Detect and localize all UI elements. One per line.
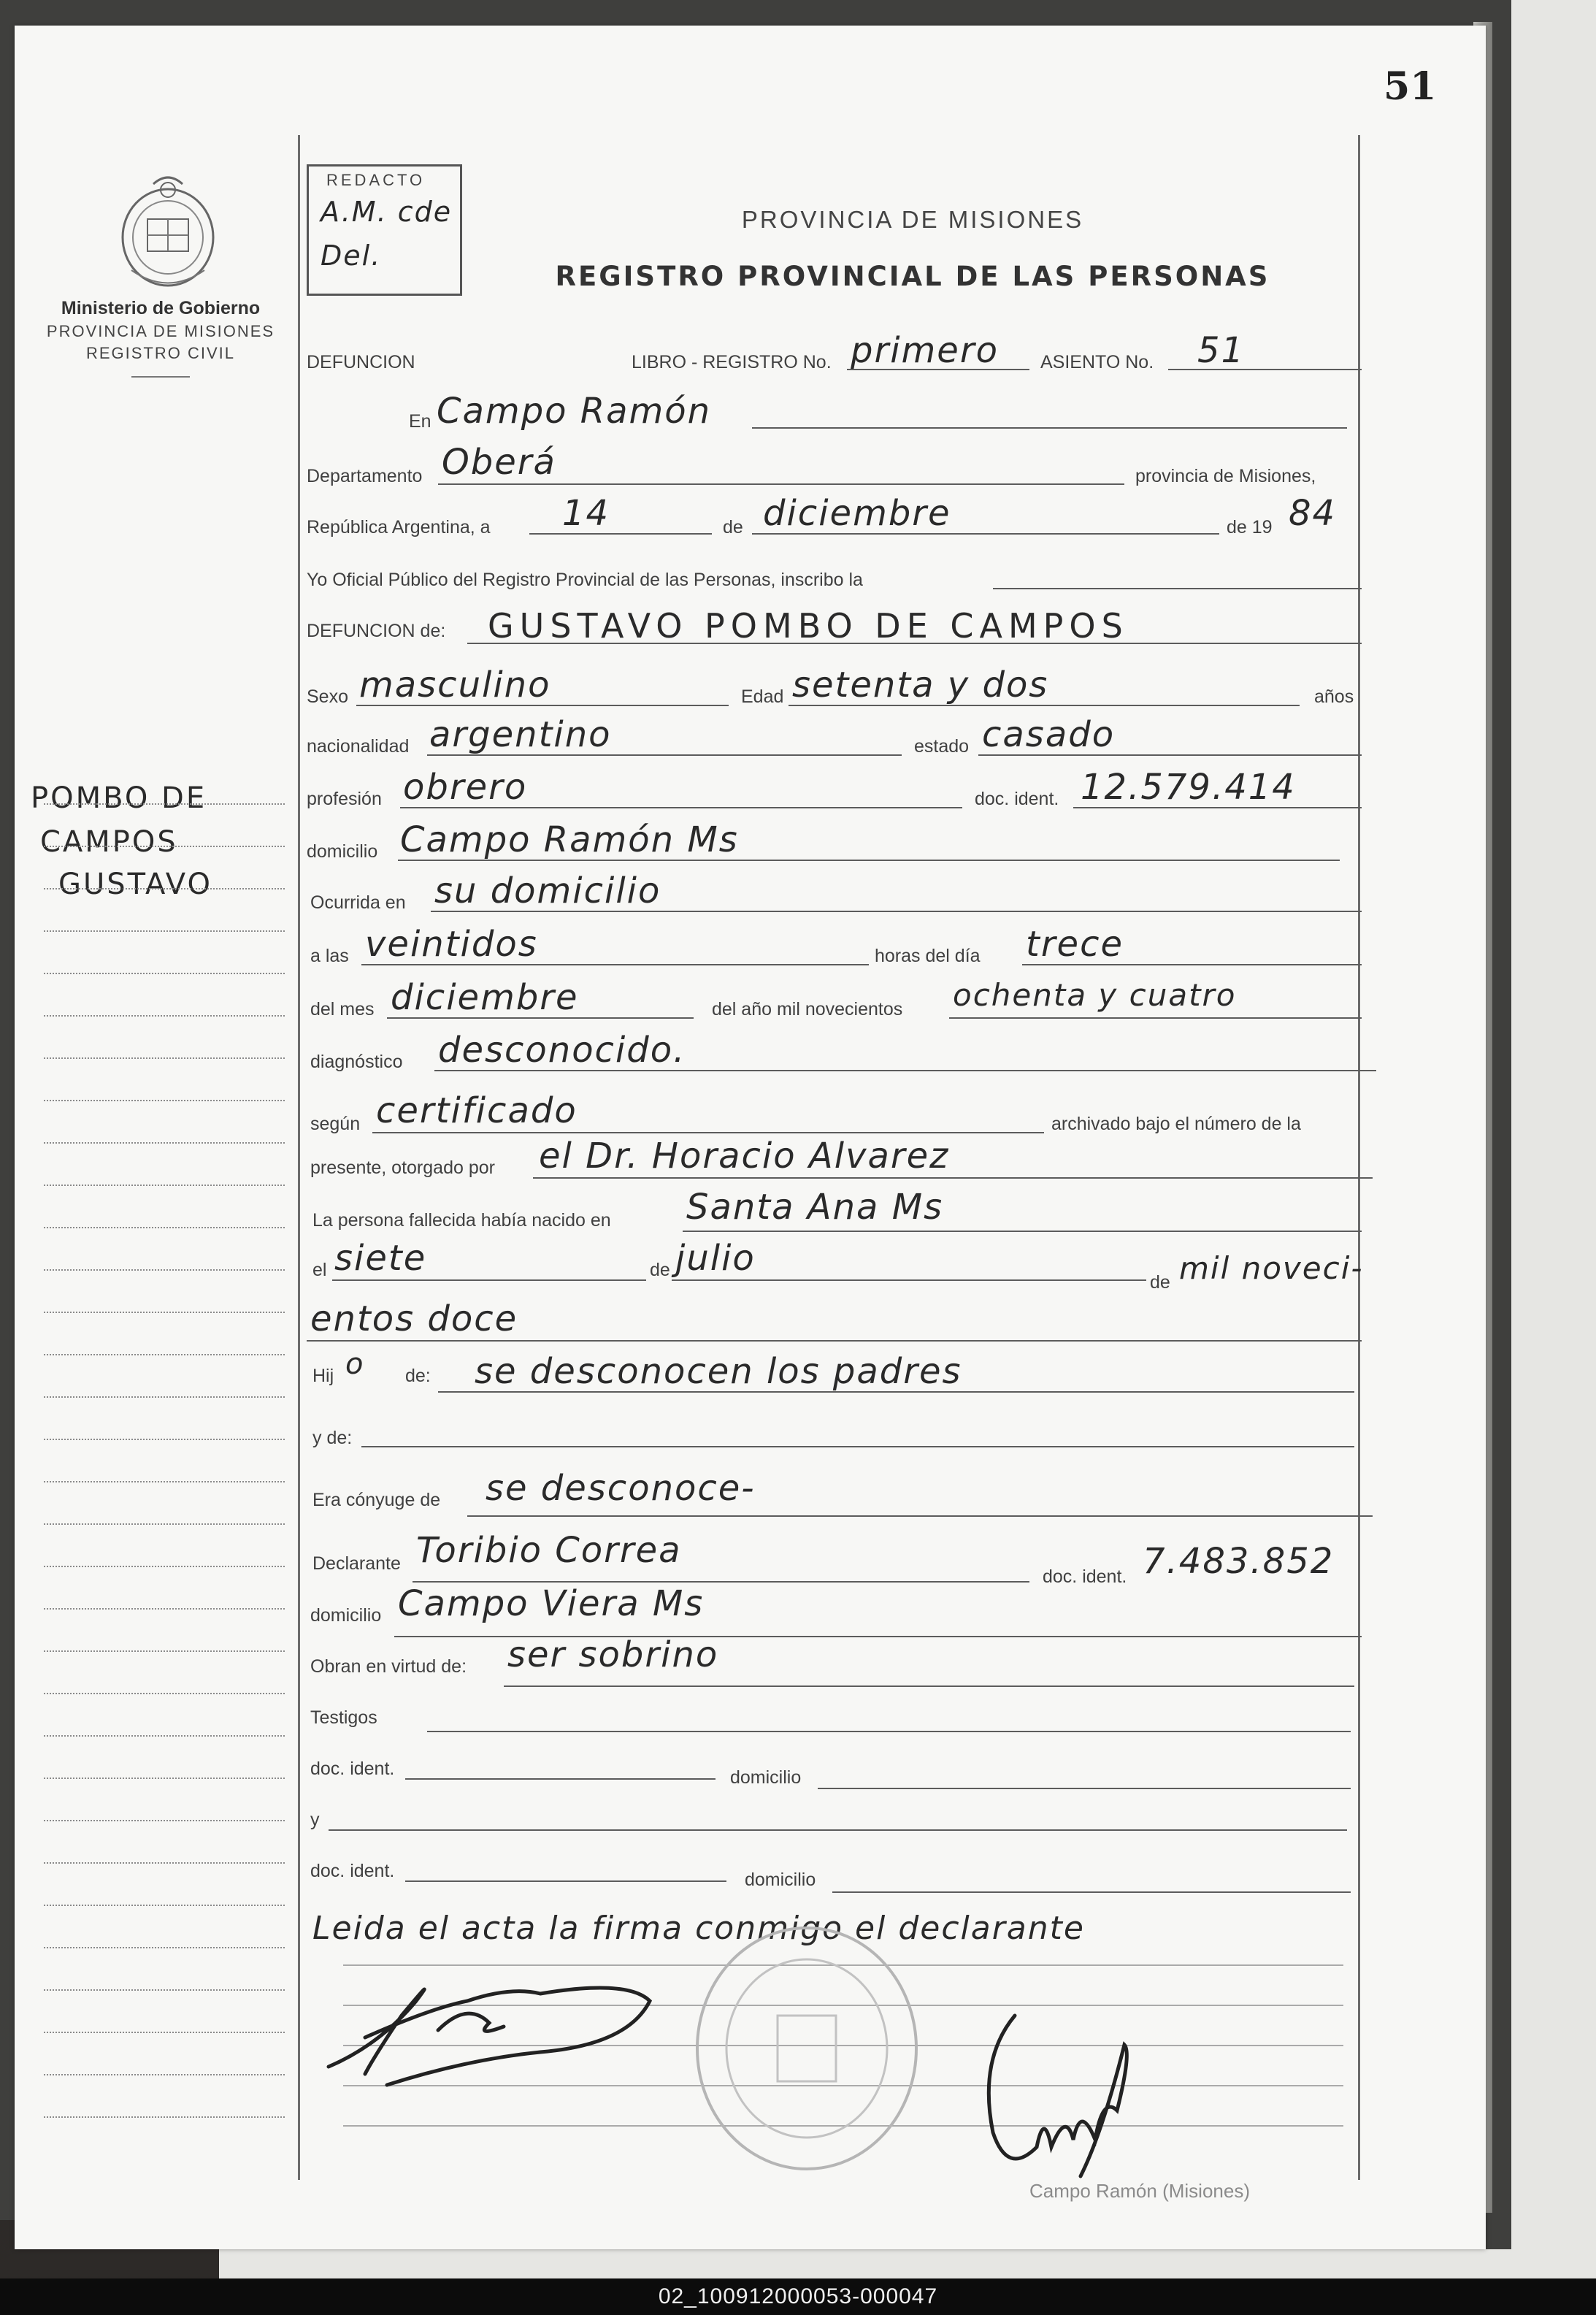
- ministry-header: [29, 298, 292, 378]
- decl-domicilio-value: Campo Viera Ms: [398, 1583, 705, 1624]
- testigo2-domicilio-label: domicilio: [745, 1870, 816, 1890]
- decl-doc-value: 7.483.852: [1143, 1541, 1335, 1582]
- dia-line: [529, 533, 712, 535]
- entos-value: entos doce: [310, 1298, 518, 1339]
- leida-statement: Leida el acta la firma conmigo el declarante: [312, 1910, 1085, 1947]
- profesion-value: obrero: [403, 767, 528, 808]
- del-ano-label: del año mil novecientos: [712, 999, 903, 1019]
- dia-value: 14: [562, 493, 610, 534]
- mes-line: [752, 533, 1219, 535]
- de2-value: julio: [675, 1238, 756, 1279]
- testigo2-doc-line: [405, 1880, 726, 1882]
- libro-label: LIBRO - REGISTRO No.: [632, 352, 832, 372]
- diagnostico-value: desconocido.: [438, 1030, 686, 1071]
- edad-label: Edad: [741, 686, 784, 707]
- doc-ident-label: doc. ident.: [975, 789, 1059, 809]
- margin-guide-line: [44, 1100, 285, 1101]
- republica-label: República Argentina, a: [307, 517, 491, 537]
- nacionalidad-line: [427, 754, 902, 756]
- de19-label: de 19: [1227, 517, 1273, 537]
- margin-given-name: GUSTAVO: [58, 868, 212, 901]
- segun-line: [372, 1132, 1044, 1133]
- nombre-line: [467, 643, 1362, 644]
- presente-line: [533, 1177, 1373, 1179]
- margin-guide-line: [44, 1735, 285, 1737]
- margin-guide-line: [44, 2032, 285, 2033]
- hij-label: Hij: [312, 1366, 334, 1386]
- sexo-value: masculino: [359, 665, 551, 705]
- en-line: [752, 427, 1347, 429]
- margin-guide-line: [44, 1057, 285, 1059]
- testigo-domicilio-line: [818, 1788, 1351, 1789]
- profesion-line: [400, 807, 962, 808]
- departamento-line: [438, 483, 1124, 485]
- margin-guide-line: [44, 2074, 285, 2075]
- margin-guide-line: [44, 1778, 285, 1779]
- ocurrida-label: Ocurrida en: [310, 892, 406, 913]
- ocurrida-line: [431, 911, 1362, 912]
- obran-value: ser sobrino: [507, 1634, 719, 1675]
- domicilio-value: Campo Ramón Ms: [400, 819, 739, 860]
- margin-guide-line: [44, 2116, 285, 2118]
- ministry-title: Ministerio de Gobierno: [61, 298, 261, 318]
- obran-line: [504, 1685, 1354, 1687]
- horas-label: horas del día: [875, 946, 981, 966]
- padres-line: [438, 1391, 1354, 1393]
- del-ano-line: [949, 1017, 1362, 1019]
- dia-muerte-line: [1022, 964, 1362, 965]
- mes-value: diciembre: [763, 493, 951, 534]
- en-value: Campo Ramón: [437, 391, 712, 432]
- ministry-divider: [131, 376, 190, 378]
- de3-label: de: [1150, 1272, 1170, 1293]
- del-mes-line: [387, 1017, 694, 1019]
- redacto-handwriting-2: Del.: [321, 240, 382, 272]
- margin-guide-line: [44, 1481, 285, 1482]
- a-las-line: [361, 964, 869, 965]
- nacido-value: Santa Ana Ms: [686, 1187, 944, 1228]
- declarant-signature: [321, 1957, 672, 2103]
- margin-guide-line: [44, 1650, 285, 1652]
- conyuge-label: Era cónyuge de: [312, 1490, 441, 1510]
- official-stamp-icon: [690, 1921, 924, 2176]
- sexo-line: [356, 705, 729, 706]
- margin-guide-line: [44, 1608, 285, 1610]
- a-las-value: veintidos: [365, 924, 538, 965]
- testigo-domicilio-label: domicilio: [730, 1767, 802, 1788]
- page-number: 51: [1384, 64, 1437, 109]
- redacto-header: REDACTO: [326, 171, 426, 189]
- diagnostico-line: [434, 1070, 1376, 1071]
- ocurrida-value: su domicilio: [434, 870, 661, 911]
- del-ano-value: ochenta y cuatro: [953, 977, 1237, 1013]
- en-label: En: [409, 411, 431, 432]
- declarante-label: Declarante: [312, 1553, 401, 1574]
- y-de-line: [361, 1446, 1354, 1447]
- official-signature: [971, 2001, 1161, 2191]
- de3-value: mil noveci-: [1179, 1250, 1364, 1286]
- profesion-label: profesión: [307, 789, 382, 809]
- y-label: y: [310, 1810, 320, 1830]
- margin-guide-line: [44, 1354, 285, 1355]
- edad-value: setenta y dos: [792, 665, 1049, 705]
- nacionalidad-label: nacionalidad: [307, 736, 410, 757]
- doc-ident-line: [1073, 807, 1362, 808]
- margin-guide-line: [44, 1015, 285, 1017]
- departamento-label: Departamento: [307, 466, 423, 486]
- margin-guide-line: [44, 888, 285, 889]
- provincia-label: provincia de Misiones,: [1135, 466, 1316, 486]
- testigo2-domicilio-line: [832, 1891, 1351, 1893]
- margin-guide-line: [44, 1566, 285, 1567]
- margin-guide-line: [44, 973, 285, 974]
- hij-de-label: de:: [405, 1366, 431, 1386]
- anio-value: 84: [1289, 493, 1337, 534]
- fallecido-nombre: GUSTAVO POMBO DE CAMPOS: [488, 606, 1129, 646]
- y-de-label: y de:: [312, 1428, 353, 1448]
- defuncion-label: DEFUNCION: [307, 352, 415, 372]
- declarante-value: Toribio Correa: [416, 1530, 682, 1571]
- departamento-value: Oberá: [442, 442, 556, 483]
- asiento-line: [1168, 369, 1362, 370]
- conyuge-value: se desconoce-: [486, 1468, 756, 1509]
- margin-guide-line: [44, 1989, 285, 1991]
- decl-doc-label: doc. ident.: [1043, 1566, 1127, 1587]
- margin-guide-line: [44, 1185, 285, 1186]
- nacido-line: [683, 1231, 1362, 1232]
- margin-guide-line: [44, 1312, 285, 1313]
- yo-oficial-text: Yo Oficial Público del Registro Provincial de las Personas, inscribo la: [307, 570, 863, 590]
- margin-guide-line: [44, 1523, 285, 1525]
- margin-guide-line: [44, 1142, 285, 1144]
- defuncion-de-label: DEFUNCION de:: [307, 621, 446, 641]
- del-mes-label: del mes: [310, 999, 375, 1019]
- margin-guide-line: [44, 1396, 285, 1398]
- ministry-province: PROVINCIA DE MISIONES: [46, 322, 275, 340]
- de-label: de: [723, 517, 743, 537]
- estado-line: [978, 754, 1362, 756]
- margin-guide-line: [44, 1862, 285, 1864]
- el-value: siete: [334, 1238, 427, 1279]
- del-mes-value: diciembre: [391, 977, 579, 1018]
- edad-line: [789, 705, 1300, 706]
- asiento-value: 51: [1197, 330, 1246, 371]
- province-heading: PROVINCIA DE MISIONES: [741, 206, 1084, 233]
- testigos-line: [427, 1731, 1351, 1732]
- padres-value: se desconocen los padres: [475, 1351, 962, 1392]
- el-line: [332, 1279, 646, 1281]
- provincial-seal-icon: [110, 168, 226, 292]
- dia-muerte-value: trece: [1026, 924, 1124, 965]
- testigo-doc-line: [405, 1778, 715, 1780]
- entos-line: [307, 1340, 1362, 1342]
- margin-guide-line: [44, 1227, 285, 1228]
- nacionalidad-value: argentino: [429, 714, 612, 755]
- hij-value: o: [345, 1347, 365, 1381]
- testigos-label: Testigos: [310, 1707, 377, 1728]
- segun-value: certificado: [376, 1090, 578, 1131]
- segun-label: según: [310, 1114, 361, 1134]
- registry-heading: REGISTRO PROVINCIAL DE LAS PERSONAS: [555, 261, 1270, 292]
- conyuge-line: [467, 1515, 1373, 1517]
- domicilio-label: domicilio: [307, 841, 378, 862]
- libro-line: [847, 369, 1029, 370]
- margin-guide-line: [44, 1269, 285, 1271]
- margin-guide-line: [44, 930, 285, 932]
- declarante-line: [413, 1581, 1029, 1583]
- margin-guide-line: [44, 1439, 285, 1440]
- y-line: [329, 1829, 1347, 1831]
- testigo-doc-label: doc. ident.: [310, 1759, 395, 1779]
- presente-value: el Dr. Horacio Alvarez: [539, 1136, 950, 1176]
- a-las-label: a las: [310, 946, 349, 966]
- redacto-box: [307, 164, 462, 296]
- margin-guide-line: [44, 1905, 285, 1906]
- decl-domicilio-label: domicilio: [310, 1605, 382, 1626]
- margin-guide-line: [44, 846, 285, 847]
- margin-guide-line: [44, 1947, 285, 1948]
- domicilio-line: [398, 860, 1340, 861]
- redacto-handwriting-1: A.M. cde: [321, 196, 453, 228]
- ministry-registry: REGISTRO CIVIL: [85, 344, 236, 362]
- margin-column-rule: [298, 135, 300, 2180]
- margin-surname-2: CAMPOS: [40, 825, 178, 859]
- libro-value: primero: [851, 330, 999, 371]
- diagnostico-label: diagnóstico: [310, 1052, 403, 1072]
- anos-label: años: [1314, 686, 1354, 707]
- obran-label: Obran en virtud de:: [310, 1656, 467, 1677]
- right-border-rule: [1358, 135, 1360, 2180]
- asiento-label: ASIENTO No.: [1040, 352, 1154, 372]
- presente-label: presente, otorgado por: [310, 1158, 495, 1178]
- sexo-label: Sexo: [307, 686, 348, 707]
- testigo2-doc-label: doc. ident.: [310, 1861, 395, 1881]
- margin-guide-line: [44, 1693, 285, 1694]
- footer-image-id: 02_100912000053-000047: [0, 2278, 1596, 2315]
- stamp-faint-text: Campo Ramón (Misiones): [1029, 2180, 1250, 2202]
- estado-label: estado: [914, 736, 970, 757]
- nacido-label: La persona fallecida había nacido en: [312, 1210, 611, 1231]
- archivado-label: archivado bajo el número de la: [1051, 1114, 1301, 1134]
- el-label: el: [312, 1260, 327, 1280]
- margin-surname-1: POMBO DE: [31, 781, 207, 815]
- margin-guide-line: [44, 803, 285, 805]
- margin-guide-line: [44, 1820, 285, 1821]
- doc-ident-value: 12.579.414: [1081, 767, 1296, 808]
- de2-line: [672, 1279, 1146, 1281]
- estado-value: casado: [982, 714, 1116, 755]
- yo-oficial-line: [993, 588, 1362, 589]
- de2-label: de: [650, 1260, 670, 1280]
